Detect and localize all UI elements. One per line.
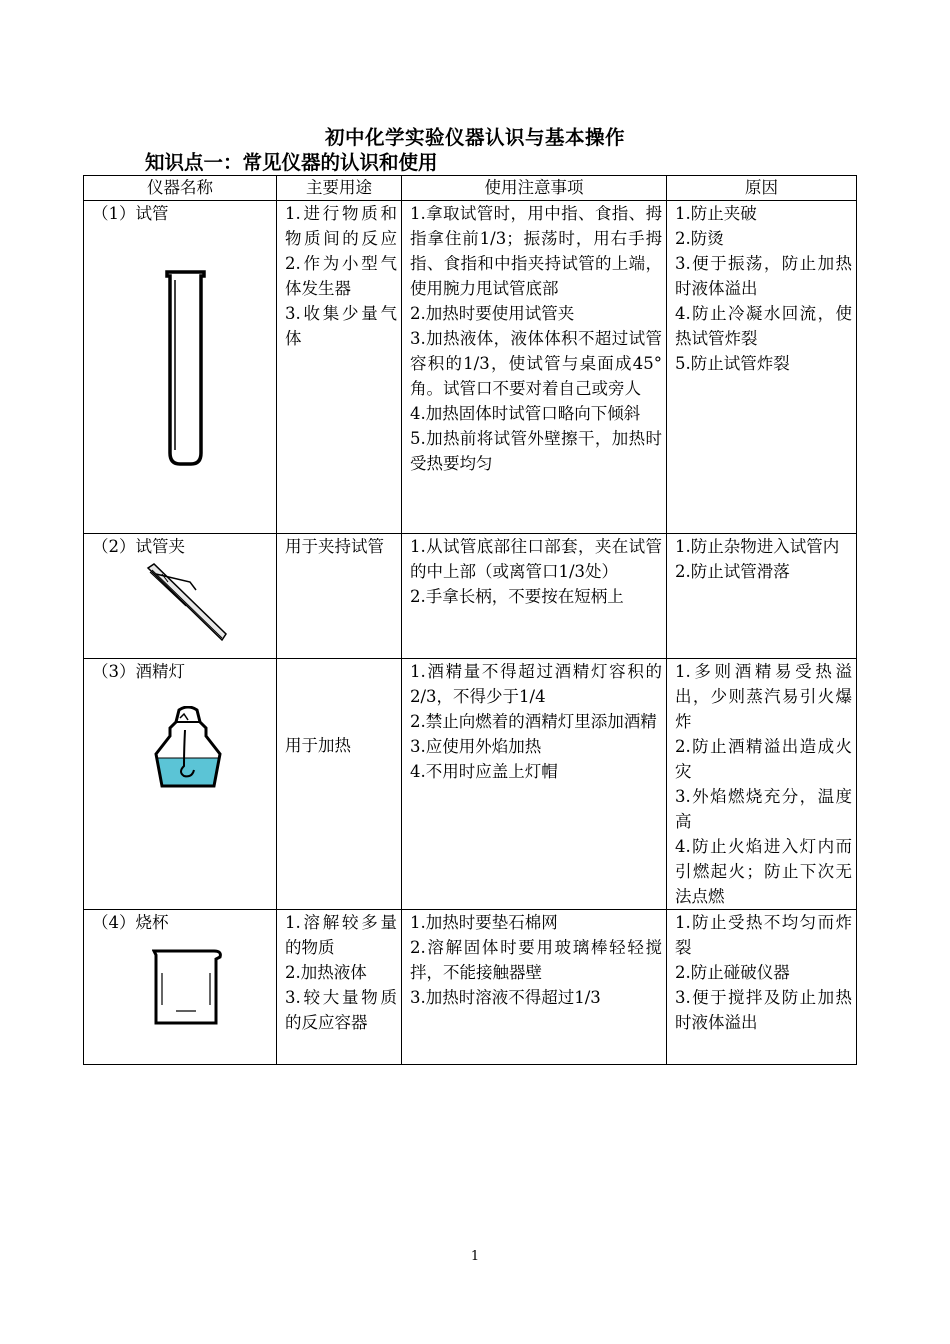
usage-cell: [277, 534, 402, 659]
instrument-name: （1）试管: [92, 204, 169, 223]
notes-cell: [402, 534, 667, 659]
instrument-name-cell: [84, 659, 277, 910]
note-item: 4.不用时应盖上灯帽: [410, 762, 558, 781]
note-item: 1.酒精量不得超过酒精灯容积的2/3，不得少于1/4: [410, 662, 662, 706]
instrument-name-cell: [84, 534, 277, 659]
reason-item: 2.防止试管滑落: [675, 562, 790, 581]
reason-item: 2.防止酒精溢出造成火灾: [675, 737, 852, 781]
usage-item: 用于夹持试管: [285, 537, 384, 556]
header-cell: 仪器名称: [84, 176, 277, 201]
reason-cell: [667, 201, 857, 534]
header-cell: 原因: [667, 176, 857, 201]
usage-item: 3.较大量物质的反应容器: [285, 988, 397, 1032]
note-item: 3.加热时溶液不得超过1/3: [410, 988, 601, 1007]
page-title: 初中化学实验仪器认识与基本操作: [324, 126, 625, 149]
usage-item: 1.进行物质和物质间的反应 2.作为小型气体发生器: [285, 204, 397, 298]
instrument-name: （3）酒精灯: [92, 662, 185, 681]
note-item: 2.禁止向燃着的酒精灯里添加酒精: [410, 712, 657, 731]
reason-cell: [667, 910, 857, 1065]
header-cell: 使用注意事项: [402, 176, 667, 201]
reason-item: 5.防止试管炸裂: [675, 354, 790, 373]
note-item: 2.手拿长柄，不要按在短柄上: [410, 587, 624, 606]
instrument-name: （2）试管夹: [92, 537, 185, 556]
notes-cell: [402, 201, 667, 534]
note-item: 4.加热固体时试管口略向下倾斜: [410, 404, 641, 423]
usage-cell: [277, 910, 402, 1065]
reason-cell: [667, 534, 857, 659]
header-cell: 主要用途: [277, 176, 402, 201]
beaker-icon: [152, 947, 224, 1027]
reason-item: 1.多则酒精易受热溢出，少则蒸汽易引火爆炸: [675, 662, 852, 731]
note-item: 1.从试管底部往口部套，夹在试管的中上部（或离管口1/3处）: [410, 537, 662, 581]
reason-item: 3.外焰燃烧充分，温度高: [675, 787, 852, 831]
note-item: 2.加热时要使用试管夹: [410, 304, 575, 323]
usage-item: 2.加热液体: [285, 963, 367, 982]
table-row: [84, 534, 857, 659]
usage-cell: [277, 659, 402, 910]
usage-item: 用于加热: [285, 736, 351, 755]
reason-item: 1.防止杂物进入试管内: [675, 537, 840, 556]
reason-item: 3.便于搅拌及防止加热时液体溢出: [675, 988, 852, 1032]
table-row: [84, 201, 857, 534]
reason-cell: [667, 659, 857, 910]
reason-item: 4.防止火焰进入灯内而引燃起火；防止下次无法点燃: [675, 837, 852, 906]
usage-item: 3.收集少量气体: [285, 304, 397, 348]
reason-item: 2.防烫: [675, 229, 724, 248]
table-row: [84, 910, 857, 1065]
notes-cell: [402, 910, 667, 1065]
test-tube-holder-icon: [142, 560, 232, 645]
note-item: 2.溶解固体时要用玻璃棒轻轻搅拌，不能接触器壁: [410, 938, 662, 982]
instrument-table: [83, 175, 857, 1065]
usage-item: 1.溶解较多量的物质: [285, 913, 397, 957]
reason-item: 2.防止碰破仪器: [675, 963, 790, 982]
note-item: 3.加热液体，液体体积不超过试管容积的1/3，使试管与桌面成45°角。试管口不要对着自己或旁人: [410, 329, 662, 398]
table-header-row: [84, 176, 857, 201]
instrument-name-cell: [84, 910, 277, 1065]
test-tube-icon: [162, 270, 212, 470]
reason-item: 4.防止冷凝水回流，使热试管炸裂: [675, 304, 852, 348]
instrument-name-cell: [84, 201, 277, 534]
note-item: 5.加热前将试管外壁擦干，加热时受热要均匀: [410, 429, 662, 473]
note-item: 3.应使用外焰加热: [410, 737, 542, 756]
usage-cell: [277, 201, 402, 534]
reason-item: 1.防止夹破: [675, 204, 757, 223]
note-item: 1.拿取试管时，用中指、食指、拇指拿住前1/3；振荡时，用右手拇指、食指和中指夹持试管的上端，使用腕力甩试管底部: [410, 204, 662, 298]
reason-item: 1.防止受热不均匀而炸裂: [675, 913, 852, 957]
reason-item: 3.便于振荡，防止加热时液体溢出: [675, 254, 852, 298]
table-row: [84, 659, 857, 910]
notes-cell: [402, 659, 667, 910]
section-title: 知识点一：常见仪器的认识和使用: [145, 151, 438, 174]
alcohol-lamp-icon: [148, 706, 228, 796]
note-item: 1.加热时要垫石棉网: [410, 913, 558, 932]
instrument-name: （4）烧杯: [92, 913, 169, 932]
page-number: 1: [470, 1249, 480, 1264]
